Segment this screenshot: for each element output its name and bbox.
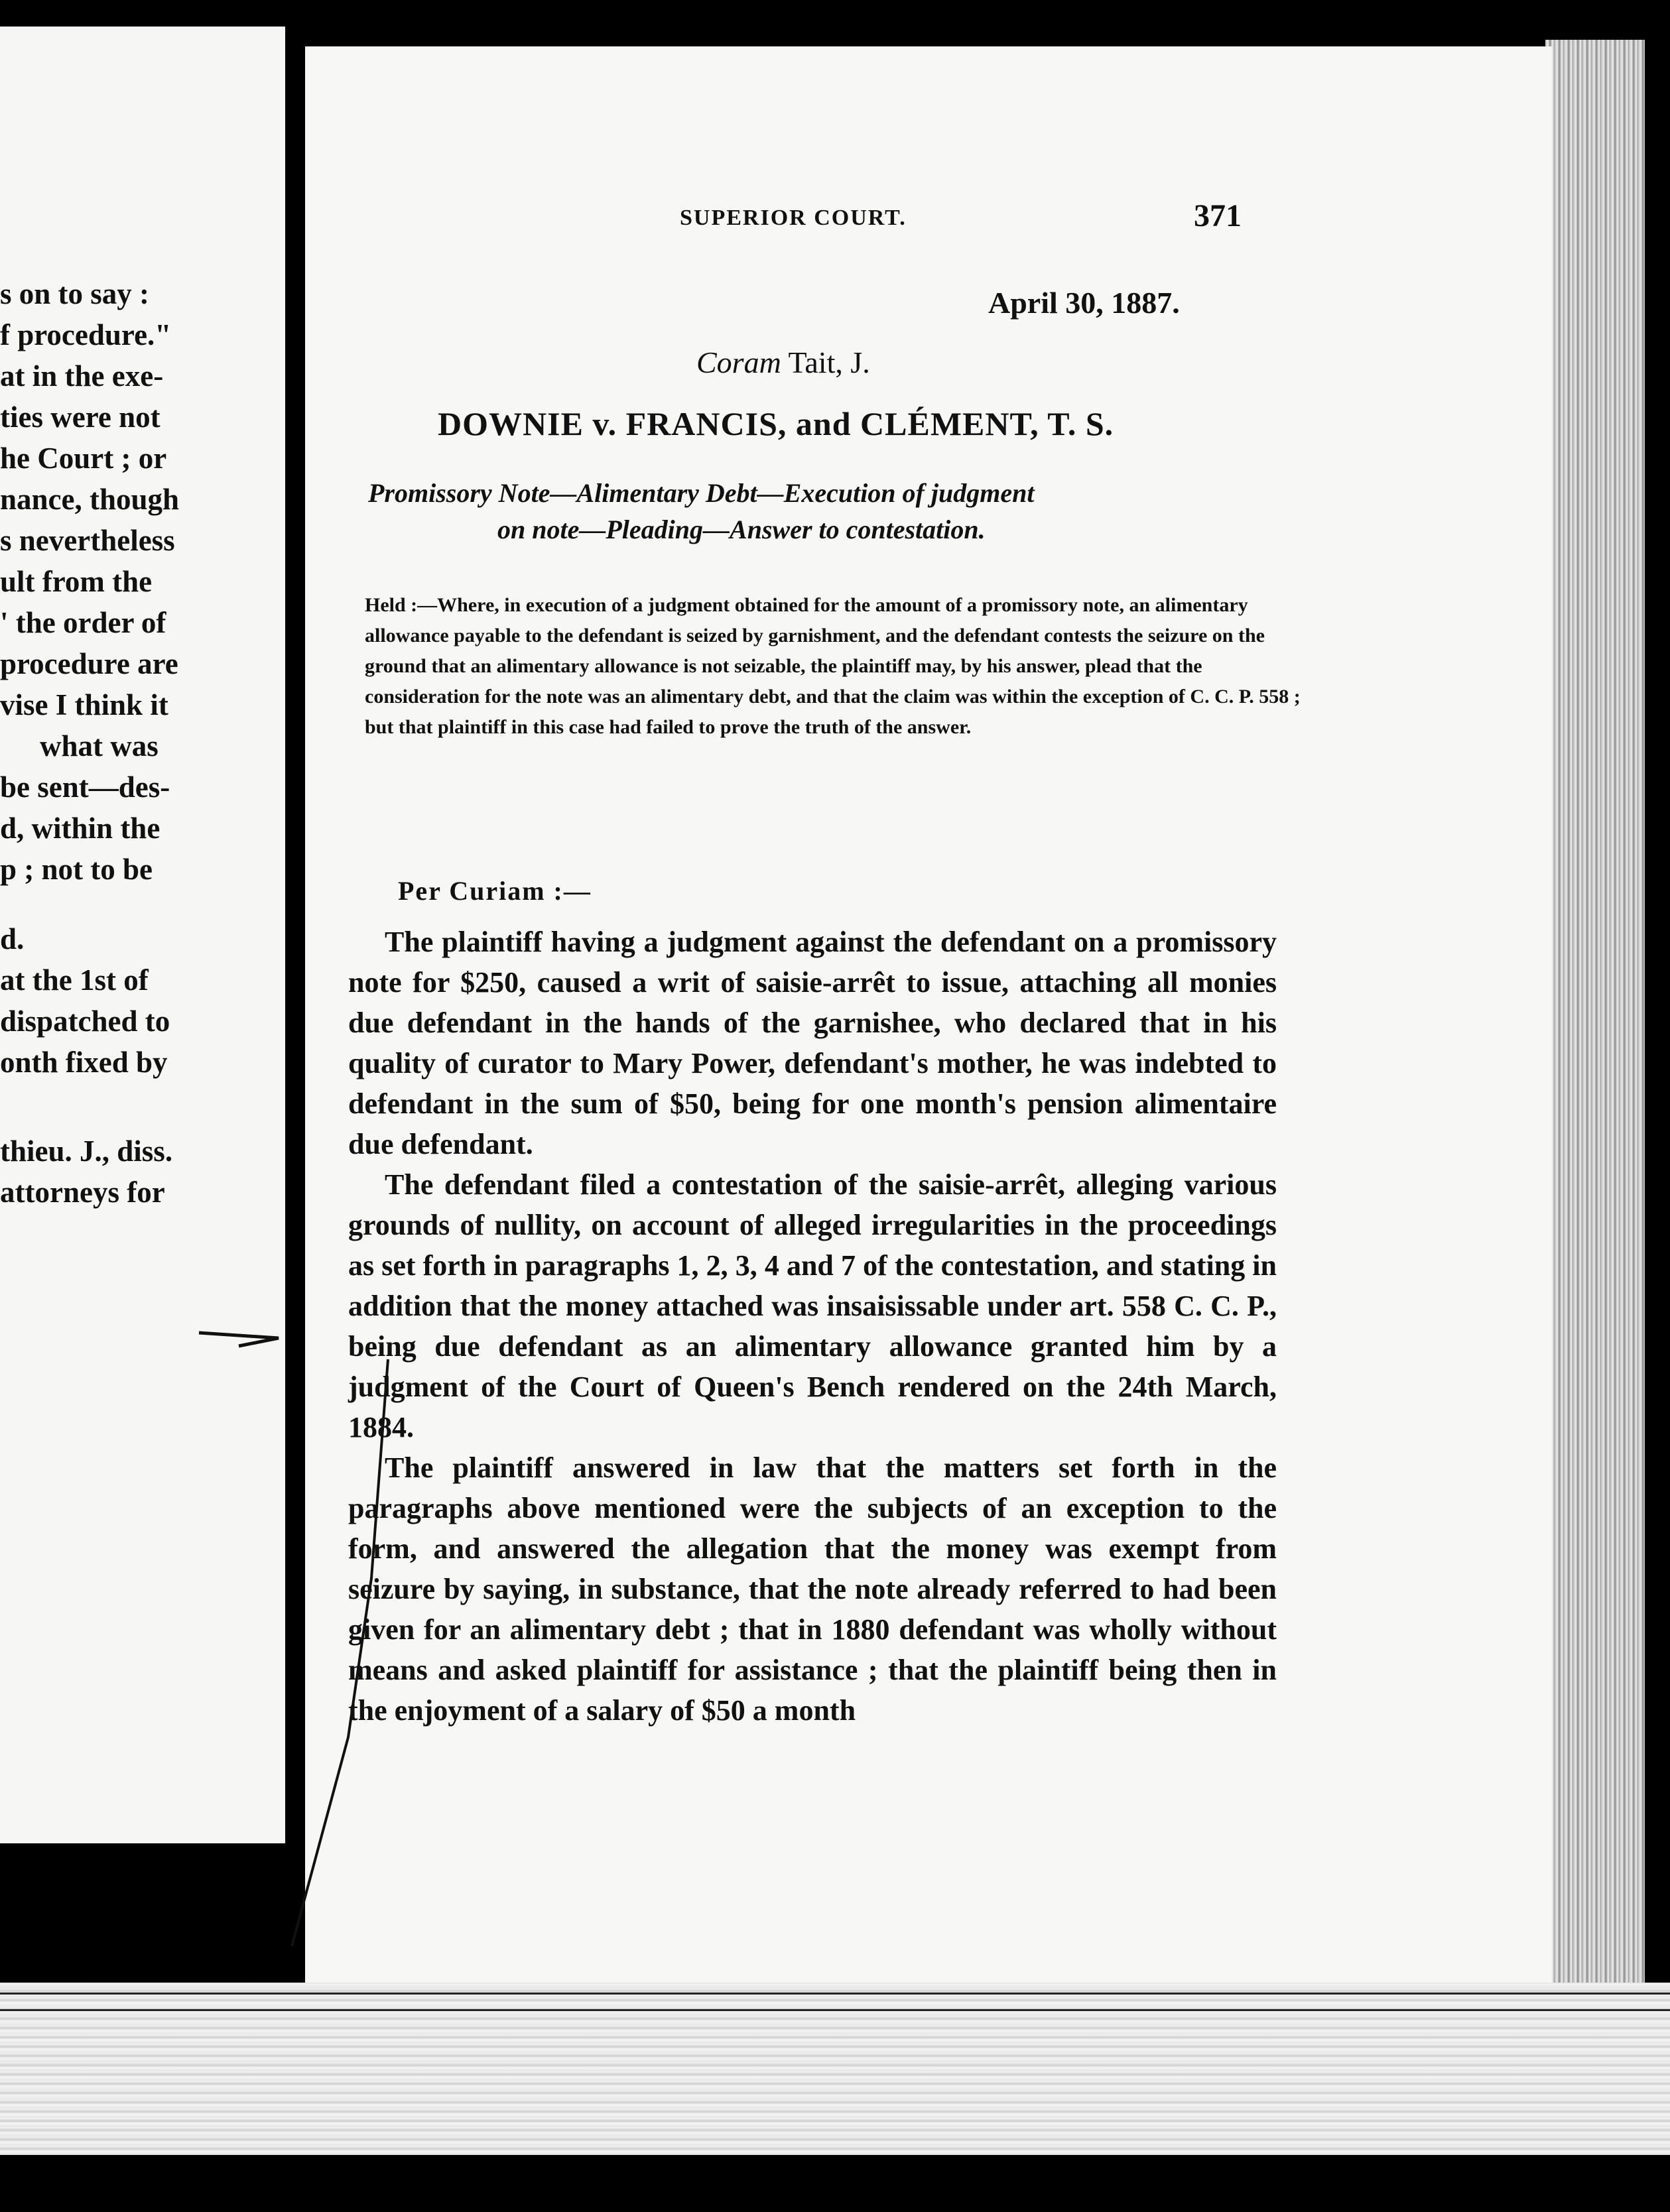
left-line: ' the order of [0, 606, 166, 639]
left-line: attorneys for [0, 1176, 165, 1209]
opinion-paragraph: The plaintiff having a judgment against the defendant on a promissory note for $250, caused a writ of saisie-arrêt to issue, attaching all monies due defendant in the hands of the garnishee, who declared that in his quality of curator to Mary Power, defendant's mother, he was indebted to defendant in the sum of $50, being for one month's pension alimentaire due defendant. [348, 926, 1277, 1160]
headnote-line: Promissory Note—Alimentary Debt—Execution of judgment [368, 478, 1035, 508]
opinion-paragraph: The defendant filed a contestation of the saisie-arrêt, alleging various grounds of nullity, on account of alleged irregularities in the proceedings as set forth in paragraphs 1, 2, 3, 4 and 7 of the contestation, and stating in addition that the money attached was insaisissable under art. 558 C. C. P., being due defendant as an alimentary allowance granted him by a judgment of the Court of Queen's Bench rendered on the 24th March, 1884. [348, 1168, 1277, 1444]
headnote-line: on note—Pleading—Answer to contestation. [497, 515, 986, 544]
left-line: be sent—des- [0, 770, 170, 804]
left-line: nance, though [0, 483, 180, 516]
opinion-paragraph: The plaintiff answered in law that the matters set forth in the paragraphs above mentioned were the subjects of an exception to the form, and answered the allegation that the money was exempt from seizure by saying, in substance, that the note already referred to had been given for an alimentary debt ; that in 1880 defendant was wholly without means and asked plaintiff for assistance ; that the plaintiff being then in the enjoyment of a salary of $50 a month [348, 1451, 1277, 1727]
judge-name: Tait, J. [788, 345, 870, 379]
per-curiam-heading: Per Curiam :— [398, 876, 592, 906]
left-line: f procedure." [0, 318, 172, 351]
left-line: at the 1st of [0, 963, 149, 997]
held-text: Where, in execution of a judgment obtained for the amount of a promissory note, an alimentary allowance payable to the defendant is seized by garnishment, and the defendant contests the seizure on the ground that an alimentary allowance is not seizable, the plaintiff may, by his answer, plead that the consideration for the note was an alimentary debt, and that the claim was within the exception of C. C. P. 558 ; but that plaintiff in this case had failed to prove the truth of the answer. [365, 594, 1301, 738]
page-number: 371 [1194, 198, 1242, 233]
left-line: onth fixed by [0, 1046, 168, 1079]
running-head: SUPERIOR COURT. [680, 206, 907, 230]
left-line: d. [0, 922, 25, 955]
left-line: ult from the [0, 565, 153, 598]
left-line: dispatched to [0, 1005, 170, 1038]
left-line: what was [40, 729, 159, 763]
decision-date: April 30, 1887. [988, 286, 1180, 320]
left-line: ties were not [0, 400, 161, 434]
case-title: DOWNIE v. FRANCIS, and CLÉMENT, T. S. [438, 405, 1114, 442]
left-line: d, within the [0, 812, 161, 845]
left-line: he Court ; or [0, 442, 167, 475]
held-label: Held :— [365, 594, 438, 616]
left-line: thieu. J., diss. [0, 1135, 173, 1168]
left-line: p ; not to be [0, 853, 153, 886]
left-line: s nevertheless [0, 524, 175, 557]
left-line: s on to say : [0, 277, 150, 310]
left-line: procedure are [0, 647, 178, 680]
coram-word: Coram [696, 345, 781, 379]
left-line: vise I think it [0, 688, 168, 721]
left-line: at in the exe- [0, 359, 164, 393]
